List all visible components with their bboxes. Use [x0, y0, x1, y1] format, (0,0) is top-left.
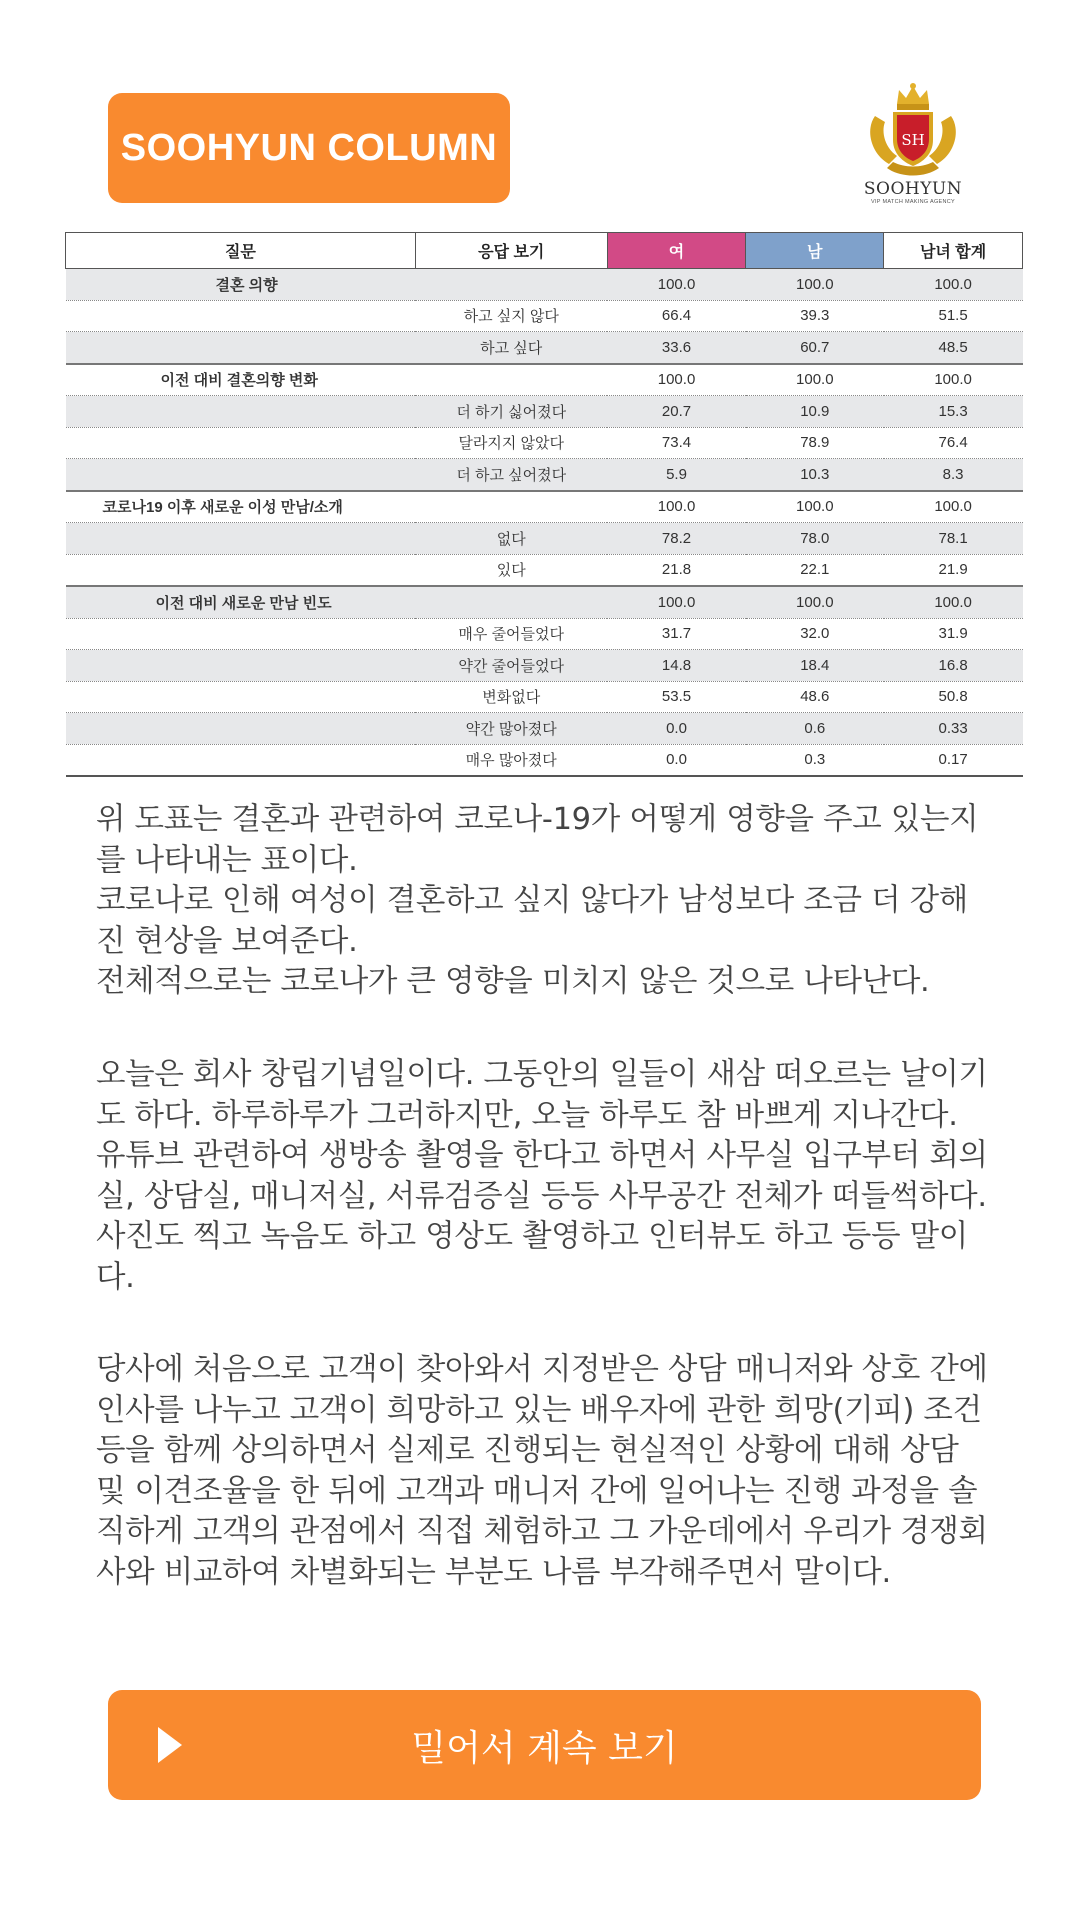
row-female-value: 73.4	[607, 427, 746, 459]
soohyun-logo	[856, 82, 970, 214]
row-male-value: 22.1	[746, 554, 884, 586]
row-male-value: 100.0	[746, 491, 884, 523]
row-male-value: 0.6	[746, 713, 884, 745]
row-response: 더 하기 싫어졌다	[415, 396, 607, 428]
row-male-value: 10.3	[746, 459, 884, 491]
row-female-value: 100.0	[607, 364, 746, 396]
article-paragraph-1: 위 도표는 결혼과 관련하여 코로나-19가 어떻게 영향을 주고 있는지를 나타내는 표이다. 코로나로 인해 여성이 결혼하고 싶지 않다가 남성보다 조금 더 강해진 현상을 보여준다. 전체적으로는 코로나가 큰 영향을 미치지 않은 것으로 나타난다.	[96, 802, 979, 999]
row-response: 변화없다	[415, 681, 607, 713]
row-response: 약간 많아졌다	[415, 713, 607, 745]
row-response: 달라지지 않았다	[415, 427, 607, 459]
row-response	[415, 586, 607, 618]
table-row	[66, 396, 1023, 428]
header-female: 여	[607, 233, 746, 269]
row-total-value: 0.17	[884, 744, 1023, 776]
crown-crest-icon	[867, 82, 959, 178]
row-question: 이전 대비 결혼의향 변화	[66, 364, 416, 396]
row-response: 매우 많아졌다	[415, 744, 607, 776]
continue-reading-label: 밀어서 계속 보기	[411, 1727, 678, 1769]
row-total-value: 100.0	[884, 491, 1023, 523]
header-question: 질문	[66, 233, 416, 269]
svg-text:SH: SH	[901, 131, 925, 149]
row-male-value: 32.0	[746, 618, 884, 650]
table-row	[66, 681, 1023, 713]
table-row	[66, 554, 1023, 586]
row-response	[415, 491, 607, 523]
table-row	[66, 523, 1023, 555]
row-female-value: 33.6	[607, 332, 746, 364]
row-question	[66, 396, 416, 428]
row-total-value: 51.5	[884, 300, 1023, 332]
column-badge: SOOHYUN COLUMN	[108, 93, 510, 203]
row-female-value: 0.0	[607, 744, 746, 776]
row-response	[415, 269, 607, 301]
row-response: 매우 줄어들었다	[415, 618, 607, 650]
row-question: 이전 대비 새로운 만남 빈도	[66, 586, 416, 618]
row-total-value: 78.1	[884, 523, 1023, 555]
table-row	[66, 491, 1023, 523]
row-male-value: 10.9	[746, 396, 884, 428]
table-row	[66, 364, 1023, 396]
row-response: 약간 줄어들었다	[415, 650, 607, 682]
row-female-value: 0.0	[607, 713, 746, 745]
table-row	[66, 586, 1023, 618]
row-male-value: 100.0	[746, 269, 884, 301]
row-response: 하고 싶지 않다	[415, 300, 607, 332]
row-male-value: 39.3	[746, 300, 884, 332]
row-male-value: 78.9	[746, 427, 884, 459]
row-female-value: 53.5	[607, 681, 746, 713]
row-question	[66, 681, 416, 713]
row-female-value: 66.4	[607, 300, 746, 332]
row-female-value: 20.7	[607, 396, 746, 428]
table-row	[66, 332, 1023, 364]
row-male-value: 60.7	[746, 332, 884, 364]
row-total-value: 8.3	[884, 459, 1023, 491]
row-female-value: 5.9	[607, 459, 746, 491]
row-response: 하고 싶다	[415, 332, 607, 364]
row-female-value: 100.0	[607, 586, 746, 618]
row-total-value: 31.9	[884, 618, 1023, 650]
continue-reading-button[interactable]	[108, 1690, 981, 1800]
row-question: 결혼 의향	[66, 269, 416, 301]
table-row	[66, 650, 1023, 682]
row-question	[66, 554, 416, 586]
row-question	[66, 332, 416, 364]
row-question	[66, 300, 416, 332]
row-response: 있다	[415, 554, 607, 586]
article-paragraph-3: 당사에 처음으로 고객이 찾아와서 지정받은 상담 매니저와 상호 간에 인사를 나누고 고객이 희망하고 있는 배우자에 관한 희망(기피) 조건 등을 함께 상의하면서 실제로 진행되는 현실적인 상황에 대해 상담 및 이견조율을 한 뒤에 고객과 매니저 간에 일어나는 진행 과정을 솔직하게 고객의 관점에서 직접 체험하고 그 가운데에서 우리가 경쟁회사와 비교하여 차별화되는 부분도 나름 부각해주면서 말이다.	[96, 1352, 988, 1590]
header-male: 남	[746, 233, 884, 269]
row-question	[66, 523, 416, 555]
row-total-value: 100.0	[884, 269, 1023, 301]
row-question	[66, 427, 416, 459]
row-female-value: 78.2	[607, 523, 746, 555]
row-female-value: 21.8	[607, 554, 746, 586]
row-male-value: 0.3	[746, 744, 884, 776]
row-male-value: 78.0	[746, 523, 884, 555]
table-row	[66, 427, 1023, 459]
row-total-value: 76.4	[884, 427, 1023, 459]
table-row	[66, 744, 1023, 776]
row-male-value: 100.0	[746, 586, 884, 618]
row-question	[66, 459, 416, 491]
row-female-value: 14.8	[607, 650, 746, 682]
table-row	[66, 618, 1023, 650]
row-total-value: 100.0	[884, 586, 1023, 618]
row-total-value: 100.0	[884, 364, 1023, 396]
row-female-value: 31.7	[607, 618, 746, 650]
row-male-value: 48.6	[746, 681, 884, 713]
header-response: 응답 보기	[415, 233, 607, 269]
row-male-value: 100.0	[746, 364, 884, 396]
row-total-value: 16.8	[884, 650, 1023, 682]
logo-name: SOOHYUN	[863, 179, 963, 199]
row-male-value: 18.4	[746, 650, 884, 682]
survey-table-body	[66, 269, 1023, 777]
article-paragraph-2: 오늘은 회사 창립기념일이다. 그동안의 일들이 새삼 떠오르는 날이기도 하다. 하루하루가 그러하지만, 오늘 하루도 참 바쁘게 지나간다. 유튜브 관련하여 생방송 촬영을 한다고 하면서 사무실 입구부터 회의실, 상담실, 매니저실, 서류검증실 등등 사무공간 전체가 떠들썩하다. 사진도 찍고 녹음도 하고 영상도 촬영하고 인터뷰도 하고 등등 말이다.	[96, 1057, 988, 1295]
row-female-value: 100.0	[607, 491, 746, 523]
row-total-value: 0.33	[884, 713, 1023, 745]
row-question: 코로나19 이후 새로운 이성 만남/소개	[66, 491, 416, 523]
row-question	[66, 713, 416, 745]
row-total-value: 48.5	[884, 332, 1023, 364]
survey-table	[65, 232, 1023, 777]
row-response: 더 하고 싶어졌다	[415, 459, 607, 491]
row-total-value: 15.3	[884, 396, 1023, 428]
logo-tagline: VIP MATCH MAKING AGENCY	[870, 199, 955, 205]
row-response: 없다	[415, 523, 607, 555]
row-female-value: 100.0	[607, 269, 746, 301]
table-row	[66, 269, 1023, 301]
row-question	[66, 744, 416, 776]
row-total-value: 50.8	[884, 681, 1023, 713]
row-question	[66, 618, 416, 650]
table-row	[66, 713, 1023, 745]
row-total-value: 21.9	[884, 554, 1023, 586]
row-question	[66, 650, 416, 682]
header-total: 남녀 합계	[884, 233, 1023, 269]
table-row	[66, 300, 1023, 332]
table-row	[66, 459, 1023, 491]
row-response	[415, 364, 607, 396]
